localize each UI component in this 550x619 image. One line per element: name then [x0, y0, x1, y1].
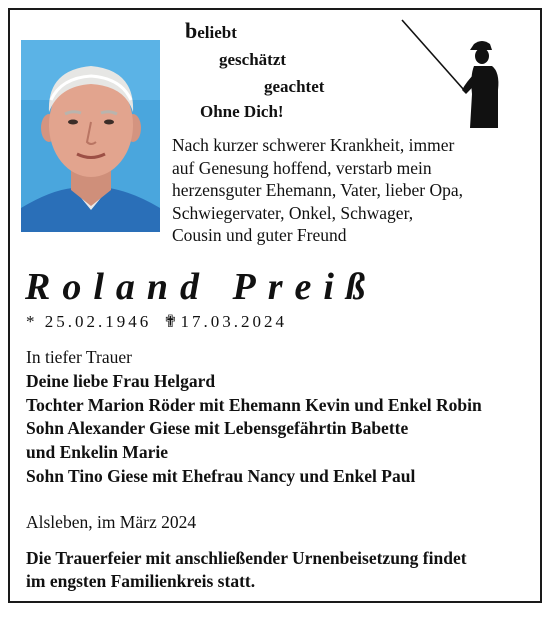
place-date: Alsleben, im März 2024 — [26, 512, 197, 532]
notice-line: im engsten Familienkreis statt. — [26, 571, 256, 591]
tagline-ohne-dich: Ohne Dich! — [200, 102, 284, 121]
intro-line: Nach kurzer schwerer Krankheit, immer — [172, 135, 455, 155]
obituary-card — [8, 8, 542, 603]
mourning-intro: In tiefer Trauer — [26, 347, 132, 367]
notice-line: Die Trauerfeier mit anschließender Urnenbeisetzung findet — [26, 548, 467, 568]
tagline-geschaetzt: geschätzt — [219, 50, 287, 69]
intro-line: Cousin und guter Freund — [172, 225, 347, 246]
mourner-line: Sohn Alexander Giese mit Lebensgefährtin Babette — [26, 418, 409, 439]
mourners-block — [26, 346, 482, 489]
intro-line: Schwiegervater, Onkel, Schwager, — [172, 202, 414, 223]
tagline-geachtet: geachtet — [264, 77, 325, 96]
mourner-line: und Enkelin Marie — [26, 442, 168, 463]
tagline-beliebt: beliebt — [185, 18, 237, 43]
fisherman-silhouette-icon — [400, 14, 505, 129]
intro-line: auf Genesung hoffend, verstarb mein — [172, 157, 432, 178]
deceased-name: Roland Preiß — [25, 266, 377, 308]
funeral-notice — [26, 547, 467, 593]
mourner-line: Tochter Marion Röder mit Ehemann Kevin und Enkel Robin — [26, 394, 482, 415]
mourner-line: Sohn Tino Giese mit Ehefrau Nancy und Enkel Paul — [26, 465, 416, 486]
mourner-line: Deine liebe Frau Helgard — [26, 370, 216, 391]
intro-line: herzensguter Ehemann, Vater, lieber Opa, — [172, 180, 464, 201]
birth-date: * 25.02.1946 — [26, 312, 152, 331]
intro-text — [172, 134, 532, 247]
life-dates — [26, 312, 287, 332]
portrait-photo — [21, 40, 160, 232]
death-date: ✟17.03.2024 — [163, 312, 287, 331]
